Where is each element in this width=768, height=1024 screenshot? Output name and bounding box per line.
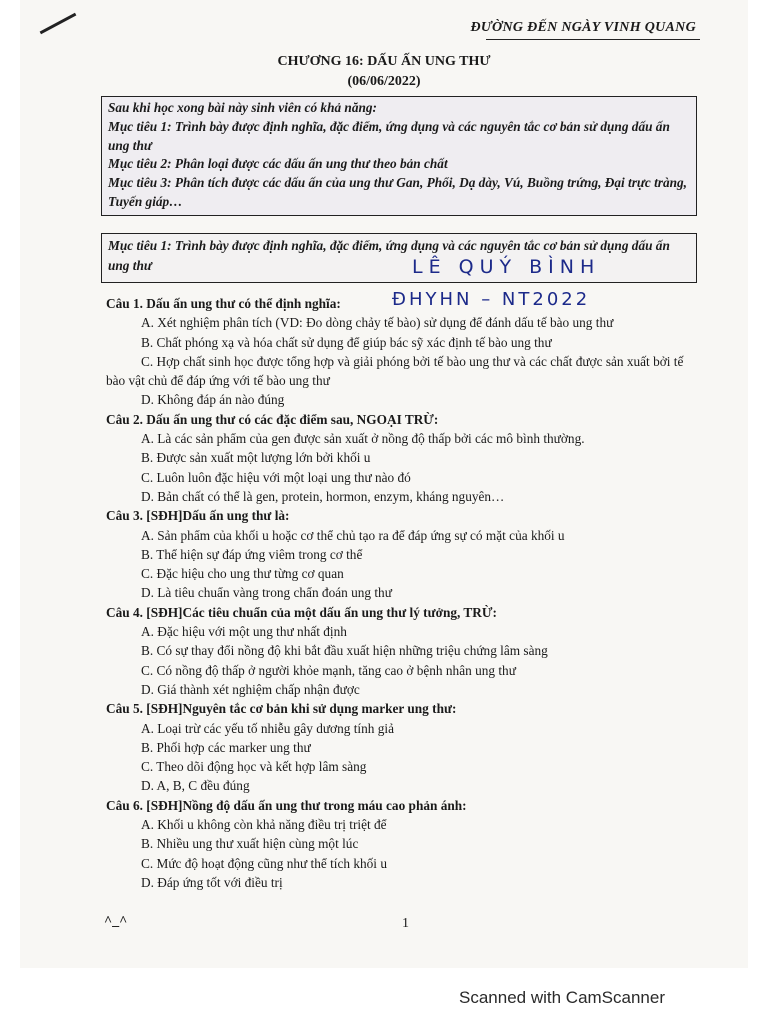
question-2 bbox=[106, 410, 696, 506]
objective-2: Mục tiêu 2: Phân loại được các dấu ấn ung thư theo bản chất bbox=[108, 156, 448, 172]
header-underline bbox=[486, 39, 700, 40]
objective-3: Mục tiêu 3: Phân tích được các dấu ấn của ung thư Gan, Phổi, Dạ dày, Vú, Buồng trứng, Đại trực tràng, Tuyến giáp… bbox=[108, 175, 687, 209]
question-title: Câu 2. Dấu ấn ung thư có các đặc điểm sau, NGOẠI TRỪ: bbox=[106, 411, 439, 427]
question-title: Câu 5. [SĐH]Nguyên tắc cơ bản khi sử dụng marker ung thư: bbox=[106, 701, 457, 717]
question-4 bbox=[106, 603, 696, 699]
answer-option: D. Giá thành xét nghiệm chấp nhận được bbox=[141, 681, 360, 697]
answer-option: B. Nhiều ung thư xuất hiện cùng một lúc bbox=[141, 836, 359, 852]
header-title: ĐƯỜNG ĐẾN NGÀY VINH QUANG bbox=[470, 20, 696, 35]
question-title: Câu 3. [SĐH]Dấu ấn ung thư là: bbox=[106, 508, 290, 524]
goal-box bbox=[101, 233, 697, 283]
answer-option: B. Được sản xuất một lượng lớn bởi khối u bbox=[141, 450, 371, 466]
question-6 bbox=[106, 796, 696, 892]
question-title: Câu 4. [SĐH]Các tiêu chuẩn của một dấu ấn ung thư lý tưởng, TRỪ: bbox=[106, 604, 497, 620]
answer-option: A. Xét nghiệm phân tích (VD: Đo dòng chảy tế bào) sử dụng để đánh dấu tế bào ung thư bbox=[141, 315, 614, 331]
goal-text: Mục tiêu 1: Trình bày được định nghĩa, đặc điểm, ứng dụng và các nguyên tắc cơ bản sử dụng dấu ấn ung thư bbox=[108, 238, 670, 273]
answer-option: B. Chất phóng xạ và hóa chất sử dụng để giúp bác sỹ xác định tế bào ung thư bbox=[141, 334, 552, 350]
question-3 bbox=[106, 506, 696, 602]
page-number: 1 bbox=[402, 916, 409, 931]
answer-option: D. Đáp ứng tốt với điều trị bbox=[141, 874, 283, 890]
answer-option: B. Phối hợp các marker ung thư bbox=[141, 739, 311, 755]
answer-option: A. Đặc hiệu với một ung thư nhất định bbox=[141, 624, 347, 640]
answer-option: D. A, B, C đều đúng bbox=[141, 778, 250, 794]
answer-option: A. Sản phẩm của khối u hoặc cơ thể chủ tạo ra để đáp ứng sự có mặt của khối u bbox=[141, 527, 565, 543]
answer-option: A. Là các sản phẩm của gen được sản xuất ở nồng độ thấp bởi các mô bình thường. bbox=[141, 431, 585, 447]
answer-option: B. Thể hiện sự đáp ứng viêm trong cơ thể bbox=[141, 546, 363, 562]
handwritten-tag: ĐHYHN – NT2022 bbox=[392, 289, 591, 310]
question-5 bbox=[106, 699, 696, 795]
chapter-title: CHƯƠNG 16: DẤU ẤN UNG THƯ bbox=[277, 54, 491, 69]
objectives-intro: Sau khi học xong bài này sinh viên có khả năng: bbox=[108, 100, 377, 115]
objectives-box bbox=[101, 96, 697, 216]
answer-option: A. Loại trừ các yếu tố nhiễu gây dương tính giả bbox=[141, 720, 394, 736]
answer-option: C. Đặc hiệu cho ung thư từng cơ quan bbox=[141, 566, 344, 582]
answer-option: A. Khối u không còn khả năng điều trị triệt để bbox=[141, 817, 387, 833]
objective-1: Mục tiêu 1: Trình bày được định nghĩa, đặc điểm, ứng dụng và các nguyên tắc cơ bản sử dụng dấu ấn ung thư bbox=[108, 118, 670, 153]
chapter-date: (06/06/2022) bbox=[347, 74, 421, 89]
answer-option: D. Là tiêu chuẩn vàng trong chẩn đoán ung thư bbox=[141, 585, 392, 601]
answer-option: C. Có nồng độ thấp ở người khỏe mạnh, tăng cao ở bệnh nhân ung thư bbox=[141, 662, 516, 678]
handwritten-name: LÊ QUÝ BÌNH bbox=[412, 256, 601, 278]
question-title: Câu 6. [SĐH]Nồng độ dấu ấn ung thư trong máu cao phản ánh: bbox=[106, 797, 467, 813]
answer-option: D. Không đáp án nào đúng bbox=[141, 392, 285, 408]
question-title: Câu 1. Dấu ấn ung thư có thể định nghĩa: bbox=[106, 296, 341, 311]
answer-option: C. Theo dõi động học và kết hợp lâm sàng bbox=[141, 759, 367, 775]
question-list bbox=[106, 294, 696, 892]
camscanner-watermark: Scanned with CamScanner bbox=[459, 988, 666, 1007]
answer-option: C. Hợp chất sinh học được tổng hợp và giải phóng bởi tế bào ung thư và các chất được sản xuất bởi tế bào vật chủ để đáp ứng với tế bào ung thư bbox=[106, 353, 684, 389]
footer-smile: ^_^ bbox=[104, 914, 128, 929]
question-1 bbox=[106, 294, 696, 410]
answer-option: C. Mức độ hoạt động cũng như thể tích khối u bbox=[141, 855, 387, 871]
answer-option: B. Có sự thay đổi nồng độ khi bắt đầu xuất hiện những triệu chứng lâm sàng bbox=[141, 643, 548, 659]
answer-option: D. Bản chất có thể là gen, protein, hormon, enzym, kháng nguyên… bbox=[141, 488, 505, 504]
answer-option: C. Luôn luôn đặc hiệu với một loại ung thư nào đó bbox=[141, 469, 411, 485]
